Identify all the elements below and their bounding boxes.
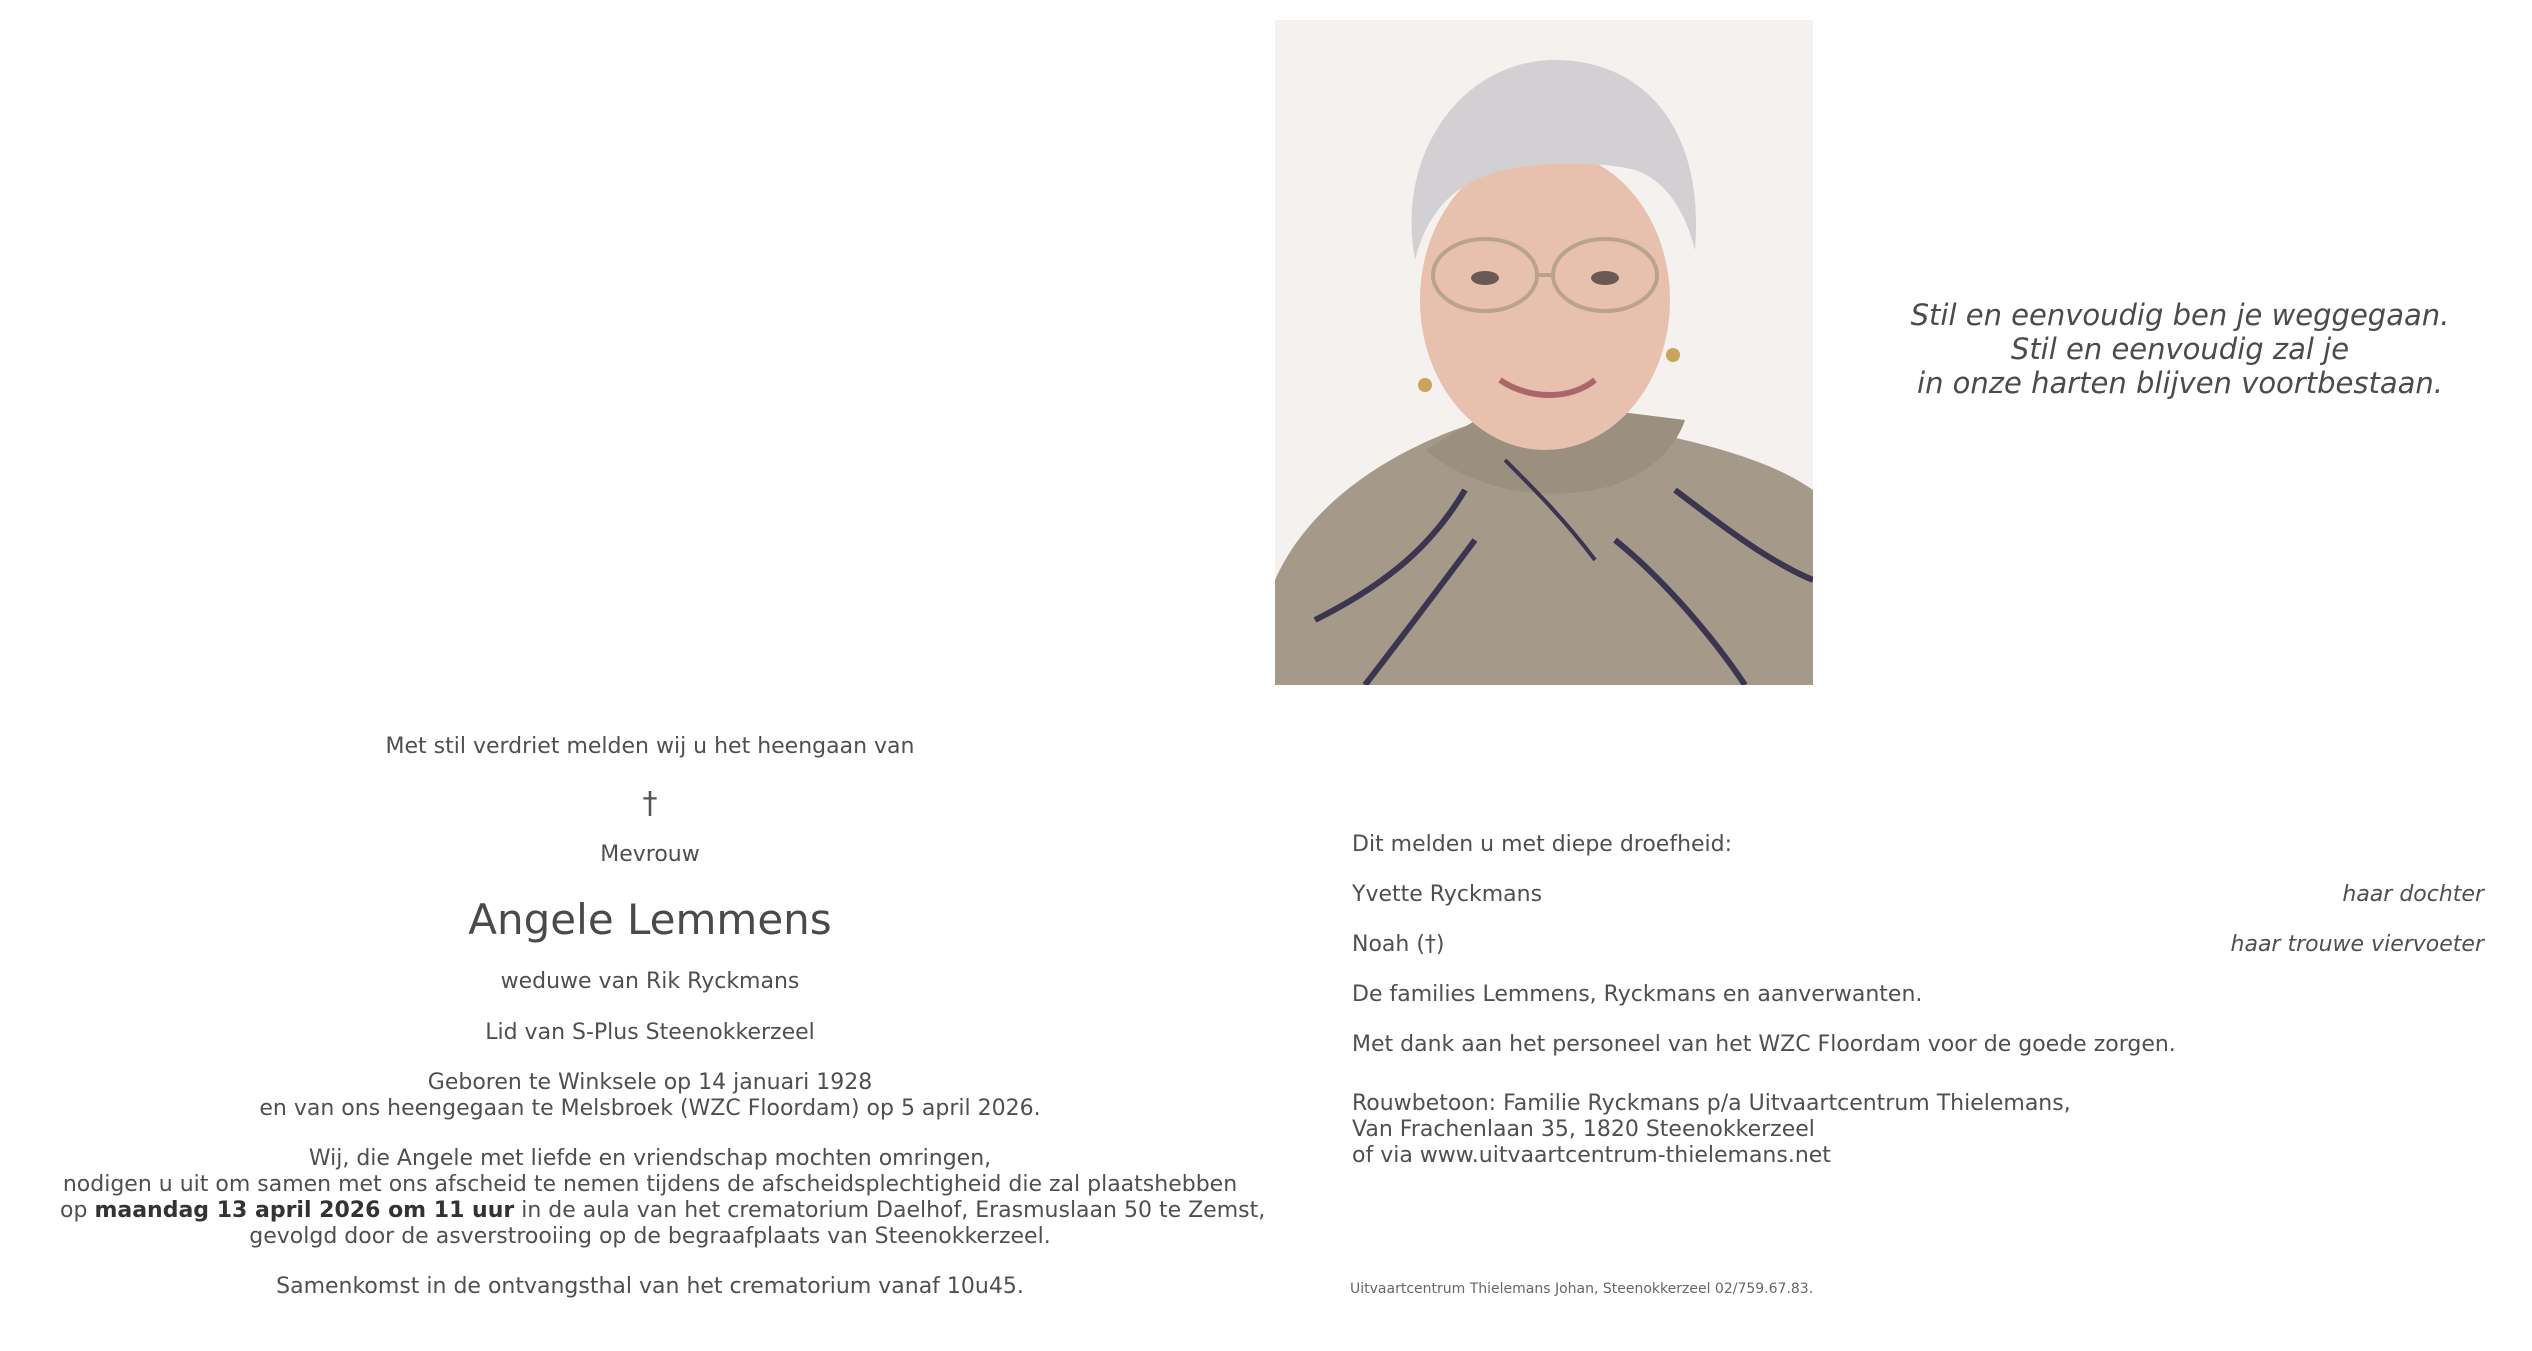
invitation-line-1: Wij, die Angele met liefde en vriendschap mochten omringen, [308,1146,992,1171]
invitation-line-2: nodigen u uit om samen met ons afscheid te nemen tijdens de afscheidsplechtigheid die zal plaatshebben [62,1172,1238,1197]
ceremony-location: in de aula van het crematorium Daelhof, Erasmuslaan 50 te Zemst, [514,1198,1266,1223]
condolence-website: of via www.uitvaartcentrum-thielemans.net [1352,1143,1831,1168]
portrait-illustration [1275,20,1813,685]
poem-line-3: in onze harten blijven voortbestaan. [1917,366,2443,400]
gathering-info: Samenkomst in de ontvangsthal van het crematorium vanaf 10u45. [276,1274,1024,1299]
invitation-line-4: gevolgd door de asverstrooiing op de begraafplaats van Steenokkerzeel. [249,1224,1051,1249]
mourner-name: Noah (†) [1352,932,1445,957]
mourners-intro: Dit melden u met diepe droefheid: [1352,832,1733,857]
thanks-line: Met dank aan het personeel van het WZC Floordam voor de goede zorgen. [1352,1032,2176,1057]
widow-of: weduwe van Rik Ryckmans [500,969,800,994]
families-line: De families Lemmens, Ryckmans en aanverwanten. [1352,982,1923,1007]
mourner-name: Yvette Ryckmans [1352,882,1543,907]
cross-symbol: † [642,786,658,821]
poem-line-2: Stil en eenvoudig zal je [2010,332,2350,366]
condolence-line-1: Rouwbetoon: Familie Ryckmans p/a Uitvaartcentrum Thielemans, [1352,1091,2071,1116]
mourner-relation: haar dochter [2342,882,2484,907]
death-info: en van ons heengegaan te Melsbroek (WZC Floordam) op 5 april 2026. [259,1096,1041,1121]
ceremony-datetime: maandag 13 april 2026 om 11 uur [94,1198,515,1223]
announcement-intro: Met stil verdriet melden wij u het heengaan van [385,734,915,759]
member-of: Lid van S-Plus Steenokkerzeel [485,1020,815,1045]
poem-line-1: Stil en eenvoudig ben je weggegaan. [1910,298,2450,332]
portrait-photo [1275,20,1813,685]
salutation: Mevrouw [600,842,700,867]
condolence-address: Van Frachenlaan 35, 1820 Steenokkerzeel [1352,1117,1815,1142]
invitation-prefix: op [60,1198,88,1223]
birth-info: Geboren te Winksele op 14 januari 1928 [427,1070,873,1095]
invitation-line-3 [60,1198,1266,1224]
mourner-relation: haar trouwe viervoeter [2230,932,2484,957]
deceased-name: Angele Lemmens [468,895,832,944]
poem [1860,298,2500,400]
funeral-home-footer: Uitvaartcentrum Thielemans Johan, Steenokkerzeel 02/759.67.83. [1350,1281,1814,1297]
